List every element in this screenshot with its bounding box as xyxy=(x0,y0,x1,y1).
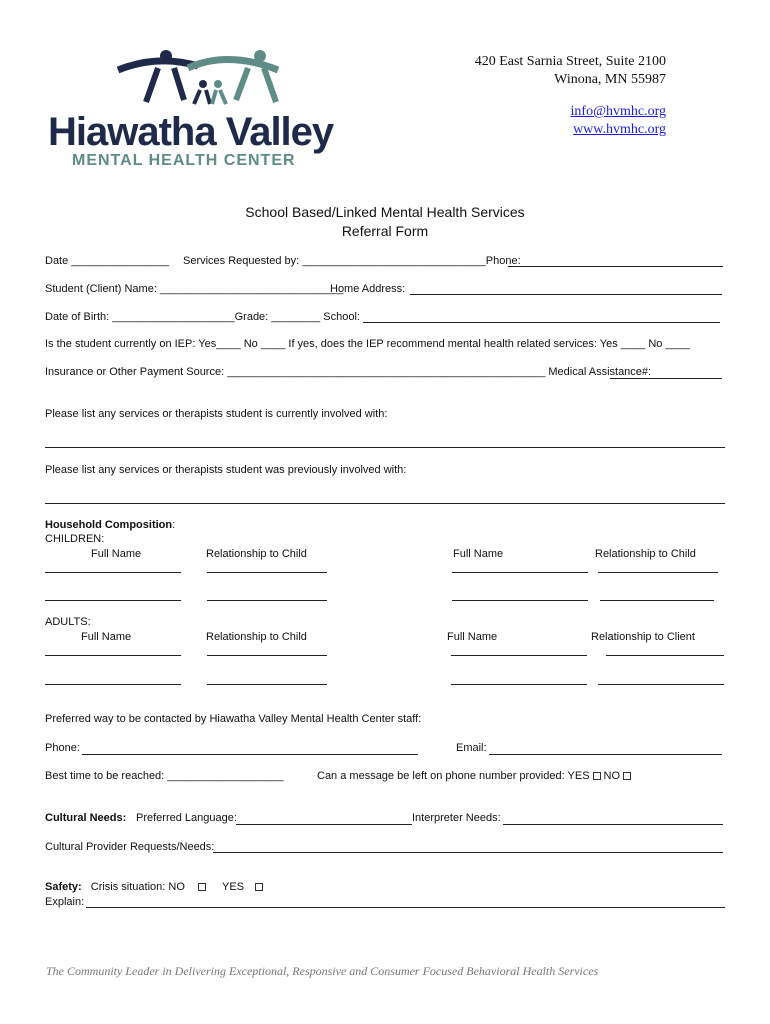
children-col-rel-2: Relationship to Child xyxy=(595,548,696,560)
preferred-language-line[interactable] xyxy=(236,824,412,825)
address-line1: 420 East Sarnia Street, Suite 2100 xyxy=(474,54,666,69)
address-line2: Winona, MN 55987 xyxy=(554,72,666,87)
contact-email-line[interactable] xyxy=(489,754,722,755)
adult-row2-name2[interactable] xyxy=(451,684,587,685)
insurance-field[interactable]: Insurance or Other Payment Source: ____________________________________________________ Medical Assistance#: xyxy=(45,366,652,378)
children-col-rel-1: Relationship to Child xyxy=(206,548,307,560)
household-heading xyxy=(45,519,175,531)
child-row2-name2[interactable] xyxy=(452,600,588,601)
children-label: CHILDREN: xyxy=(45,533,105,545)
email-link[interactable]: info@hvmhc.org xyxy=(570,104,666,119)
phone-label: Phone: xyxy=(45,742,80,754)
student-name-field[interactable]: Student (Client) Name: ______________________________ xyxy=(45,283,344,295)
adult-row1-name2[interactable] xyxy=(451,655,587,656)
child-row1-name2[interactable] xyxy=(452,572,588,573)
medical-assistance-line[interactable] xyxy=(610,378,722,379)
leave-message-text: Can a message be left on phone number provided: YES xyxy=(317,770,590,782)
cultural-provider-line[interactable] xyxy=(213,852,723,853)
explain-line[interactable] xyxy=(86,907,725,908)
website-link[interactable]: www.hvmhc.org xyxy=(573,122,666,137)
children-col-name-2: Full Name xyxy=(453,548,504,560)
explain-label: Explain: xyxy=(45,896,85,908)
footer-tagline: The Community Leader in Delivering Exceptional, Responsive and Consumer Focused Behavioral Health Services xyxy=(46,964,599,978)
interpreter-needs-label: Interpreter Needs: xyxy=(412,812,501,824)
form-title-line1: School Based/Linked Mental Health Services xyxy=(245,204,525,220)
school-line[interactable] xyxy=(363,322,720,323)
cultural-provider-label: Cultural Provider Requests/Needs: xyxy=(45,841,215,853)
children-col-name-1: Full Name xyxy=(91,548,142,560)
household-heading-colon: : xyxy=(172,519,176,531)
logo-name: Hiawatha Valley xyxy=(48,110,334,154)
adult-row2-rel2[interactable] xyxy=(598,684,724,685)
crisis-no-label: Crisis situation: NO xyxy=(90,881,185,893)
adult-row1-rel1[interactable] xyxy=(207,655,327,656)
child-row1-rel2[interactable] xyxy=(598,572,718,573)
adults-label: ADULTS: xyxy=(45,616,91,628)
preferred-language-label: Preferred Language: xyxy=(136,812,237,824)
crisis-yes-checkbox[interactable] xyxy=(255,883,263,891)
crisis-no-checkbox[interactable] xyxy=(198,883,206,891)
home-address-label: Home Address: xyxy=(330,283,406,295)
child-row1-name1[interactable] xyxy=(45,572,181,573)
previous-services-label: Please list any services or therapists student was previously involved with: xyxy=(45,464,407,476)
interpreter-needs-line[interactable] xyxy=(503,824,723,825)
preferred-contact-label: Preferred way to be contacted by Hiawatha Valley Mental Health Center staff: xyxy=(45,713,422,725)
best-time-field[interactable]: Best time to be reached: ___________________ xyxy=(45,770,284,782)
message-yes-checkbox[interactable] xyxy=(593,772,601,780)
child-row2-name1[interactable] xyxy=(45,600,181,601)
current-services-line[interactable] xyxy=(45,447,725,448)
current-services-label: Please list any services or therapists student is currently involved with: xyxy=(45,408,388,420)
household-heading-text: Household Composition xyxy=(45,519,173,531)
adults-col-name-1: Full Name xyxy=(81,631,132,643)
previous-services-line[interactable] xyxy=(45,503,725,504)
logo-figures-icon xyxy=(88,40,288,110)
form-title-line2: Referral Form xyxy=(341,223,429,239)
crisis-yes-label: YES xyxy=(222,881,245,893)
logo-subtitle: MENTAL HEALTH CENTER xyxy=(72,152,296,169)
child-row2-rel1[interactable] xyxy=(207,600,327,601)
child-row2-rel2[interactable] xyxy=(600,600,714,601)
home-address-line[interactable] xyxy=(410,294,722,295)
message-no-label: NO xyxy=(603,770,621,782)
email-label: Email: xyxy=(456,742,487,754)
adult-row1-rel2[interactable] xyxy=(606,655,724,656)
date-field[interactable]: Date ________________ xyxy=(45,255,170,267)
adults-col-name-2: Full Name xyxy=(447,631,498,643)
cultural-needs-heading: Cultural Needs: xyxy=(45,812,127,824)
child-row1-rel1[interactable] xyxy=(207,572,327,573)
adults-col-rel-1: Relationship to Child xyxy=(206,631,307,643)
logo xyxy=(48,40,368,175)
iep-question[interactable]: Is the student currently on IEP: Yes____ No ____ If yes, does the IEP recommend mental health related services: Yes ____ No ____ xyxy=(45,338,690,350)
phone-line[interactable] xyxy=(508,266,723,267)
safety-row xyxy=(45,881,266,893)
adult-row2-rel1[interactable] xyxy=(207,684,327,685)
message-no-checkbox[interactable] xyxy=(623,772,631,780)
contact-phone-line[interactable] xyxy=(82,754,418,755)
safety-heading: Safety: xyxy=(45,881,82,893)
adult-row1-name1[interactable] xyxy=(45,655,181,656)
leave-message-question xyxy=(317,770,634,782)
services-requested-field[interactable]: Services Requested by: ______________________________Phone: xyxy=(183,255,521,267)
adults-col-rel-2: Relationship to Client xyxy=(591,631,695,643)
dob-field[interactable]: Date of Birth: ____________________Grade: ________ School: xyxy=(45,311,360,323)
adult-row2-name1[interactable] xyxy=(45,684,181,685)
